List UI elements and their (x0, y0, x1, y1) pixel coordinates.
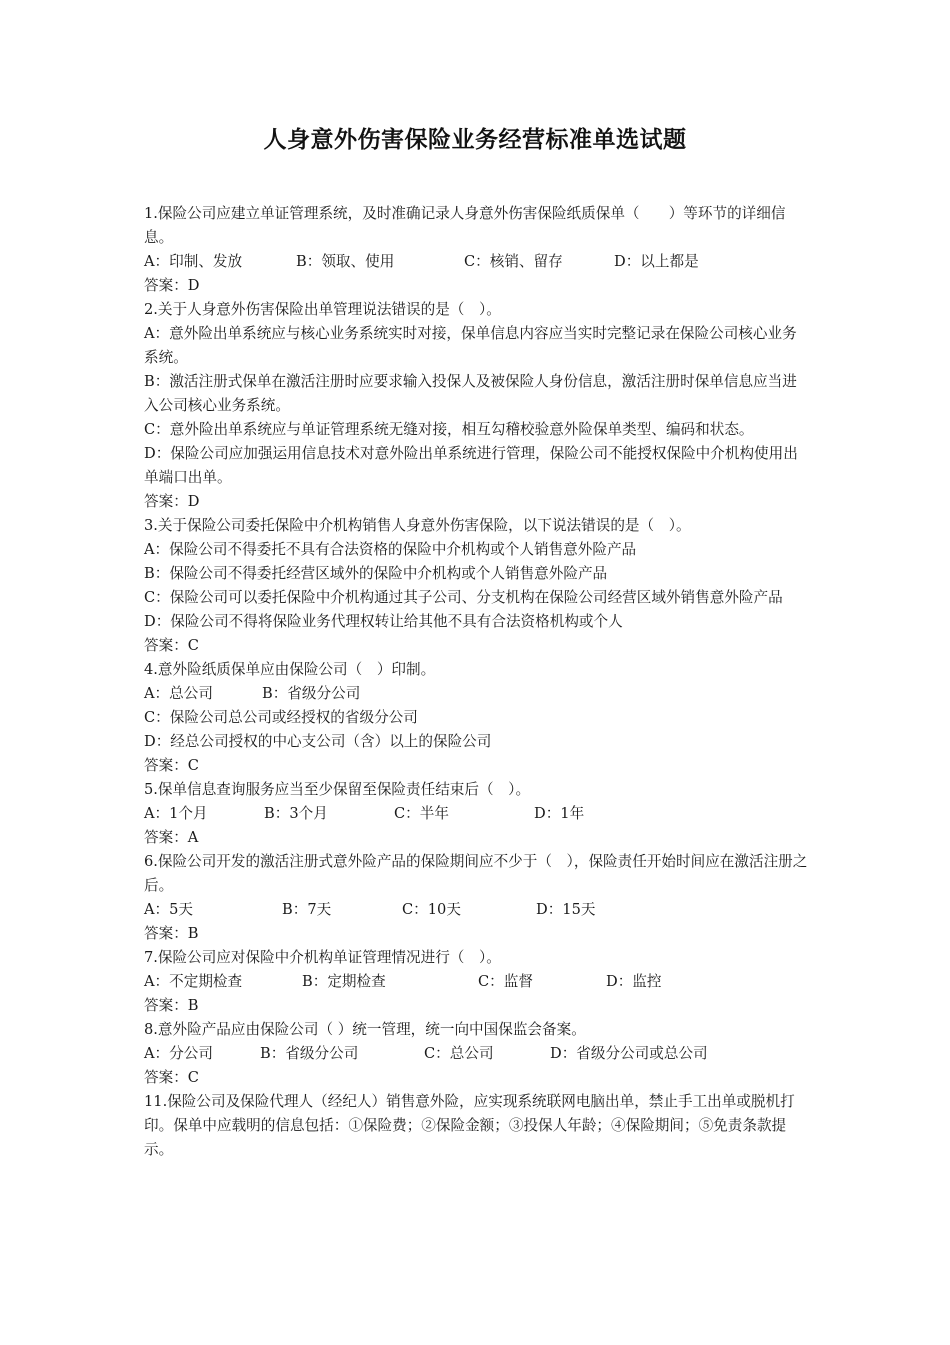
option-a: A：总公司 (144, 685, 213, 702)
answer: 答案：C (144, 757, 199, 774)
question-stem: 6.保险公司开发的激活注册式意外险产品的保险期间应不少于（ ），保险责任开始时间应在激活注册之后。 (144, 853, 808, 894)
option-c: C：保险公司可以委托保险中介机构通过其子公司、分支机构在保险公司经营区域外销售意外险产品 (144, 589, 783, 606)
option-b: B：7天 (282, 901, 332, 918)
question-stem: 3.关于保险公司委托保险中介机构销售人身意外伤害保险，以下说法错误的是（ ）。 (144, 517, 691, 534)
option-b: B：省级分公司 (262, 685, 361, 702)
option-a: A：印制、发放 (144, 253, 243, 270)
option-b: B：保险公司不得委托经营区域外的保险中介机构或个人销售意外险产品 (144, 565, 608, 582)
option-d: D：15天 (536, 901, 596, 918)
option-a: A：意外险出单系统应与核心业务系统实时对接，保单信息内容应当实时完整记录在保险公司核心业务系统。 (144, 325, 797, 366)
option-a: A：不定期检查 (144, 973, 243, 990)
question-stem: 7.保险公司应对保险中介机构单证管理情况进行（ ）。 (144, 949, 501, 966)
option-a: A：1个月 (144, 805, 208, 822)
option-a: A：分公司 (144, 1045, 213, 1062)
option-row (144, 802, 810, 826)
option-d: D：监控 (606, 973, 662, 990)
option-b: B：3个月 (264, 805, 328, 822)
answer: 答案：C (144, 1069, 199, 1086)
question-stem: 2.关于人身意外伤害保险出单管理说法错误的是（ ）。 (144, 301, 501, 318)
question-stem: 1.保险公司应建立单证管理系统，及时准确记录人身意外伤害保险纸质保单（ ）等环节的详细信息。 (144, 205, 786, 246)
option-b: B：省级分公司 (260, 1045, 359, 1062)
option-d: D：省级分公司或总公司 (550, 1045, 708, 1062)
option-b: B：领取、使用 (296, 253, 395, 270)
option-a: A：5天 (144, 901, 194, 918)
option-c: C：保险公司总公司或经授权的省级分公司 (144, 709, 418, 726)
option-d: D：以上都是 (614, 253, 699, 270)
option-a: A：保险公司不得委托不具有合法资格的保险中介机构或个人销售意外险产品 (144, 541, 637, 558)
option-d: D：1年 (534, 805, 585, 822)
question-stem: 5.保单信息查询服务应当至少保留至保险责任结束后（ ）。 (144, 781, 531, 798)
question-stem: 8.意外险产品应由保险公司（ ）统一管理，统一向中国保监会备案。 (144, 1021, 586, 1038)
answer: 答案：B (144, 925, 199, 942)
option-row (144, 682, 810, 706)
answer: 答案：D (144, 277, 200, 294)
option-row (144, 250, 810, 274)
option-c: C：半年 (394, 805, 449, 822)
option-c: C：监督 (478, 973, 533, 990)
option-d: D：经总公司授权的中心支公司（含）以上的保险公司 (144, 733, 492, 750)
option-c: C：10天 (402, 901, 461, 918)
option-d: D：保险公司不得将保险业务代理权转让给其他不具有合法资格机构或个人 (144, 613, 623, 630)
question-list (144, 202, 810, 1162)
option-row (144, 898, 810, 922)
option-c: C：意外险出单系统应与单证管理系统无缝对接，相互勾稽校验意外险保单类型、编码和状态。 (144, 421, 754, 438)
question-stem: 4.意外险纸质保单应由保险公司（ ）印制。 (144, 661, 436, 678)
option-c: C：核销、留存 (464, 253, 563, 270)
option-row (144, 1042, 810, 1066)
option-b: B：定期检查 (302, 973, 386, 990)
option-b: B：激活注册式保单在激活注册时应要求输入投保人及被保险人身份信息，激活注册时保单信息应当进入公司核心业务系统。 (144, 373, 797, 414)
option-row (144, 970, 810, 994)
answer: 答案：D (144, 493, 200, 510)
question-stem: 11.保险公司及保险代理人（经纪人）销售意外险，应实现系统联网电脑出单，禁止手工出单或脱机打印。保单中应载明的信息包括：①保险费；②保险金额；③投保人年龄；④保险期间；⑤免责条款提示。 (144, 1093, 795, 1158)
answer: 答案：B (144, 997, 199, 1014)
document-title: 人身意外伤害保险业务经营标准单选试题 (263, 127, 687, 153)
answer: 答案：A (144, 829, 199, 846)
option-d: D：保险公司应加强运用信息技术对意外险出单系统进行管理，保险公司不能授权保险中介机构使用出单端口出单。 (144, 445, 798, 486)
answer: 答案：C (144, 637, 199, 654)
option-c: C：总公司 (424, 1045, 494, 1062)
